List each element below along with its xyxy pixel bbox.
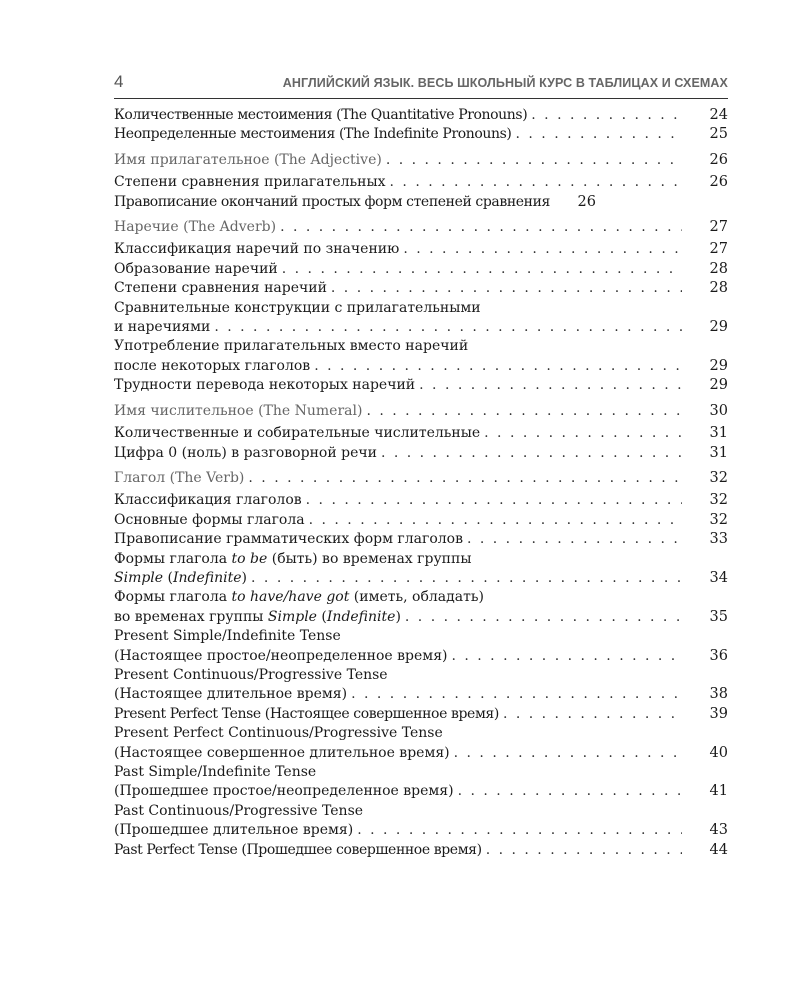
toc-entry-title: после некоторых глаголов	[114, 357, 311, 374]
toc-entry	[114, 763, 728, 802]
toc-page-number: 43	[709, 822, 728, 839]
toc-entry-title: (Прошедшее простое/неопределенное время)	[114, 783, 454, 800]
toc-page-number: 36	[709, 647, 728, 664]
toc-page-number: 38	[709, 686, 728, 703]
header-rule	[114, 98, 728, 99]
toc-page-number: 27	[709, 219, 728, 236]
toc-page-number: 41	[709, 783, 728, 800]
toc-entry	[114, 530, 728, 549]
toc-entry-title: (Настоящее совершенное длительное время)	[114, 744, 450, 761]
toc-entry-title: Степени сравнения прилагательных	[114, 174, 386, 191]
toc-page-number: 35	[709, 608, 728, 625]
toc-section-title: Наречие (The Adverb)	[114, 219, 277, 236]
dot-leader	[386, 151, 682, 170]
toc-page-number: 24	[709, 107, 728, 123]
toc-entry	[114, 511, 728, 530]
dot-leader	[405, 608, 682, 627]
toc-entry	[114, 666, 728, 705]
dot-leader	[280, 218, 682, 237]
toc-entry	[114, 337, 728, 376]
toc-page-number: 28	[709, 260, 728, 277]
toc-entry-title: (Настоящее простое/неопределенное время)	[114, 647, 448, 664]
toc-page-number: 39	[709, 705, 728, 722]
toc-section-heading	[114, 469, 728, 488]
toc-entry-title-line: Past Simple/Indefinite Tense	[114, 764, 317, 780]
text-run: )	[395, 608, 401, 625]
toc-entry-title-line: Present Perfect Continuous/Progressive Tense	[114, 725, 443, 742]
toc-page-number: 31	[709, 425, 728, 442]
toc-page-number: 27	[709, 241, 728, 258]
dot-leader	[454, 744, 682, 763]
toc-entry-title-line: Сравнительные конструкции с прилагательными	[114, 299, 481, 316]
dot-leader	[381, 444, 682, 463]
dot-leader	[484, 424, 682, 443]
toc-entry	[114, 627, 728, 666]
toc-entry	[114, 125, 728, 144]
toc-entry	[114, 260, 728, 279]
text-run: (быть) во временах группы	[267, 550, 472, 567]
toc-entry	[114, 841, 728, 860]
toc-entry-title: Трудности перевода некоторых наречий	[114, 377, 416, 394]
toc-section-heading	[114, 218, 728, 237]
toc-section-heading	[114, 151, 728, 170]
dot-leader	[331, 279, 682, 298]
toc-entry	[114, 705, 728, 724]
dot-leader	[282, 260, 682, 279]
toc-entry-title-line: Употребление прилагательных вместо наречий	[114, 338, 469, 355]
toc-entry-title: Образование наречий	[114, 260, 278, 277]
text-run: во временах группы	[114, 608, 268, 625]
dot-leader	[351, 685, 682, 704]
running-title: АНГЛИЙСКИЙ ЯЗЫК. ВЕСЬ ШКОЛЬНЫЙ КУРС В ТАБЛИЦАХ И СХЕМАХ	[282, 76, 728, 90]
toc-page-number: 44	[709, 841, 728, 858]
toc-entry	[114, 588, 728, 627]
toc-page-number: 32	[709, 492, 728, 509]
toc-page-number: 34	[709, 569, 728, 586]
dot-leader	[458, 782, 682, 801]
dot-leader	[214, 318, 682, 337]
dot-leader	[516, 125, 683, 144]
toc-entry	[114, 173, 728, 192]
toc-page-number: 25	[709, 126, 728, 143]
toc-entry-title: Present Perfect Tense (Настоящее совершенное время)	[114, 705, 499, 722]
toc-entry-title	[114, 608, 401, 627]
toc-entry-title: (Настоящее длительное время)	[114, 686, 348, 703]
page-header	[114, 72, 728, 94]
page-number: 4	[114, 72, 124, 91]
italic-run: to be	[231, 550, 268, 567]
toc-entry-title: (Прошедшее длительное время)	[114, 822, 354, 839]
text-run: (иметь, обладать)	[349, 589, 484, 606]
dot-leader	[390, 173, 682, 192]
toc-entry-title: Количественные местоимения (The Quantitative Pronouns)	[114, 107, 528, 123]
toc-entry	[114, 724, 728, 763]
toc-entry-title: Past Perfect Tense (Прошедшее совершенное время)	[114, 841, 482, 858]
toc-entry-title-line	[114, 550, 728, 569]
toc-entry	[114, 550, 728, 589]
toc-entry-title: Правописание окончаний простых форм степеней сравнения	[114, 193, 550, 210]
toc-entry-title: Классификация глаголов	[114, 492, 302, 509]
toc-page-number: 40	[709, 744, 728, 761]
toc-page-number: 32	[709, 469, 728, 486]
toc-section-title: Имя числительное (The Numeral)	[114, 402, 363, 419]
toc-page-number: 30	[709, 402, 728, 419]
toc-page-number: 29	[709, 319, 728, 336]
toc-page-number: 29	[709, 357, 728, 374]
dot-leader	[366, 402, 682, 421]
text-run: Формы глагола	[114, 589, 232, 606]
dot-leader	[503, 705, 682, 724]
toc-entry-title: Степени сравнения наречий	[114, 280, 327, 297]
dot-leader	[309, 511, 682, 530]
toc-entry	[114, 193, 728, 212]
text-run: )	[241, 569, 248, 586]
toc-section-title: Глагол (The Verb)	[114, 469, 245, 486]
text-run: Формы глагола	[114, 550, 232, 567]
text-run: (	[163, 569, 173, 586]
italic-run: Indefinite	[173, 569, 242, 586]
toc-page-number: 31	[709, 444, 728, 461]
dot-leader	[314, 357, 682, 376]
toc-entry-title-line	[114, 588, 728, 607]
toc-entry-title	[114, 569, 247, 588]
toc-page-number: 33	[709, 531, 728, 548]
toc-entry	[114, 299, 728, 338]
toc-section-title: Имя прилагательное (The Adjective)	[114, 151, 382, 168]
italic-run: Simple	[267, 608, 317, 625]
toc-page-number: 32	[709, 511, 728, 528]
dot-leader	[251, 569, 682, 588]
dot-leader	[419, 376, 682, 395]
toc-entry-title: Основные формы глагола	[114, 511, 305, 528]
toc-entry	[114, 802, 728, 841]
toc-entry-title: Цифра 0 (ноль) в разговорной речи	[114, 444, 377, 461]
toc-page-number: 28	[709, 280, 728, 297]
dot-leader	[451, 647, 682, 666]
toc-entry	[114, 376, 728, 395]
toc-page-number: 26	[577, 193, 596, 210]
dot-leader	[486, 841, 682, 860]
toc-entry	[114, 424, 728, 443]
toc-entry	[114, 240, 728, 259]
toc-entry-title: и наречиями	[114, 319, 211, 336]
toc-entry	[114, 444, 728, 463]
toc-entry-title-line: Past Continuous/Progressive Tense	[114, 802, 364, 819]
italic-run: Indefinite	[326, 608, 396, 625]
toc-entry-title: Классификация наречий по значению	[114, 241, 400, 258]
toc-page-number: 26	[709, 151, 728, 168]
dot-leader	[403, 240, 682, 259]
text-run: (	[316, 608, 327, 625]
dot-leader	[306, 491, 682, 510]
toc-entry-title: Количественные и собирательные числительные	[114, 425, 481, 442]
toc-entry	[114, 491, 728, 510]
toc-entry-title: Неопределенные местоимения (The Indefinite Pronouns)	[114, 126, 512, 143]
toc-section-heading	[114, 402, 728, 421]
table-of-contents	[114, 106, 728, 860]
toc-page-number: 29	[709, 377, 728, 394]
dot-leader	[248, 469, 682, 488]
italic-run: Simple	[114, 569, 164, 586]
toc-entry-title-line: Present Continuous/Progressive Tense	[114, 666, 388, 683]
toc-page-number: 26	[709, 174, 728, 191]
dot-leader	[357, 821, 682, 840]
toc-entry-title: Правописание грамматических форм глаголов	[114, 531, 463, 548]
dot-leader	[531, 106, 682, 125]
toc-entry-title-line: Present Simple/Indefinite Tense	[114, 628, 341, 645]
dot-leader	[467, 530, 682, 549]
toc-entry	[114, 279, 728, 298]
toc-entry	[114, 106, 728, 125]
italic-run: to have/have got	[231, 589, 350, 606]
